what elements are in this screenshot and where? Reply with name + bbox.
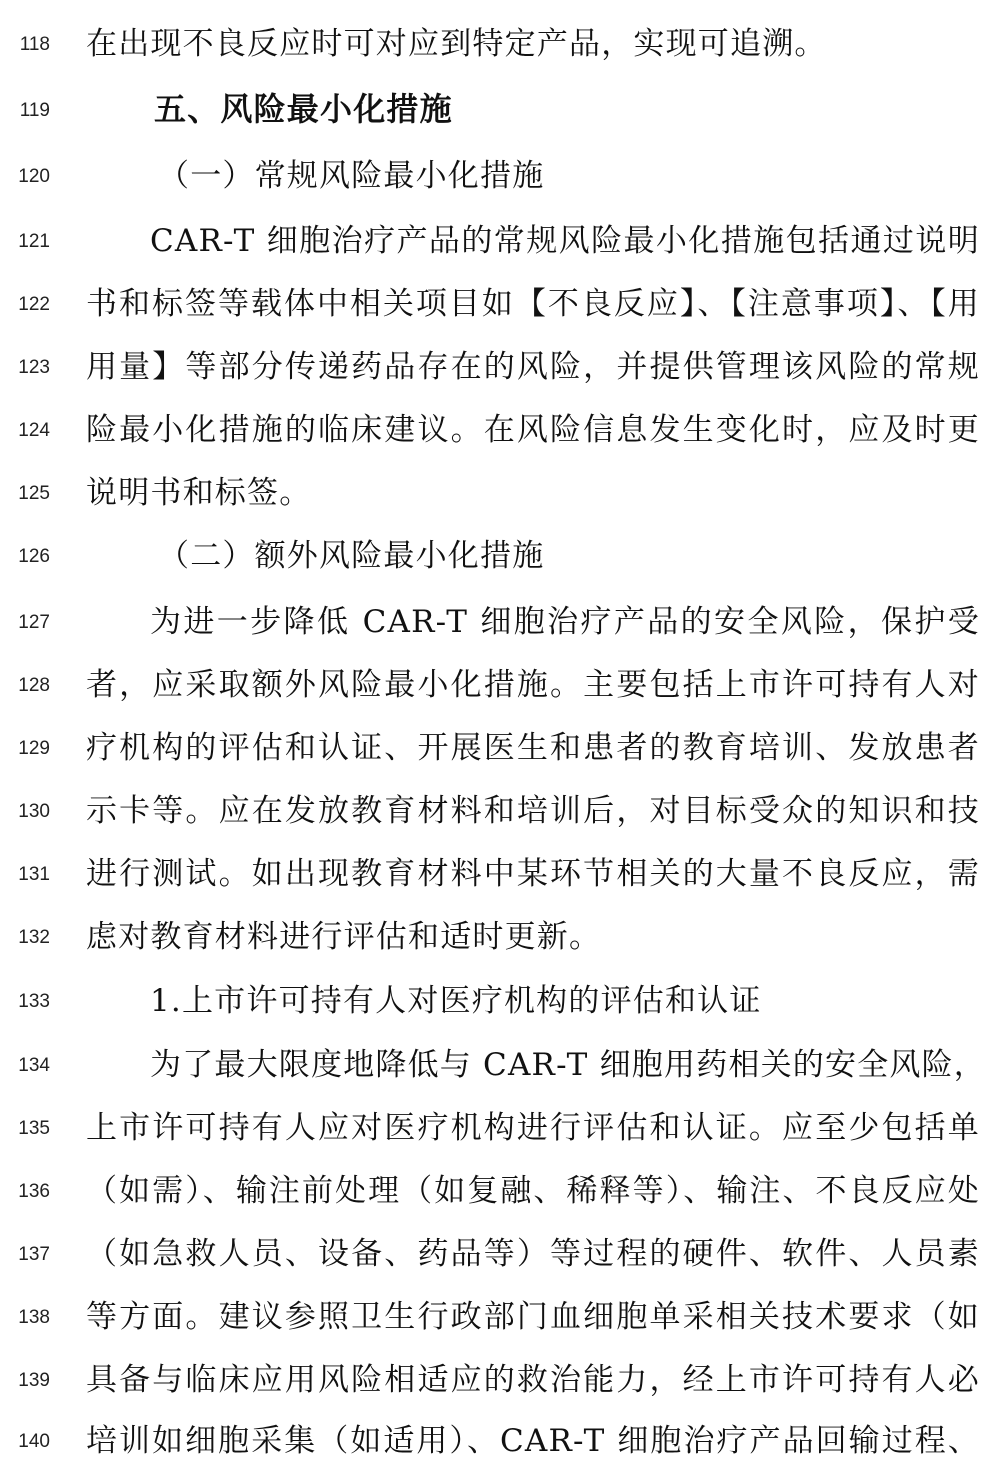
line-text: CAR-T 细胞治疗产品的常规风险最小化措施包括通过说明: [150, 223, 980, 257]
line-text: 者，应采取额外风险最小化措施。主要包括上市许可持有人对: [86, 667, 980, 701]
line-137: [0, 1218, 1000, 1281]
line-number: 118: [19, 34, 50, 55]
line-text: 用量】等部分传递药品存在的风险，并提供管理该风险的常规: [86, 349, 980, 383]
line-136: [0, 1155, 1000, 1218]
line-121: [0, 205, 1000, 268]
line-number: 136: [18, 1181, 50, 1202]
line-number: 140: [18, 1431, 50, 1452]
section-heading: 五、风险最小化措施: [154, 90, 453, 128]
line-number: 122: [18, 294, 50, 315]
line-133: [0, 965, 1000, 1028]
line-text: 上市许可持有人应对医疗机构进行评估和认证。应至少包括单: [86, 1110, 980, 1144]
line-number: 119: [19, 100, 50, 121]
line-124: [0, 394, 1000, 457]
line-number: 138: [18, 1307, 50, 1328]
line-130: [0, 775, 1000, 838]
line-132: [0, 901, 1000, 964]
line-number: 120: [18, 166, 50, 187]
line-number: 137: [18, 1244, 50, 1265]
line-number: 127: [18, 612, 50, 633]
line-text: 疗机构的评估和认证、开展医生和患者的教育培训、发放患者: [86, 730, 980, 764]
line-text: 说明书和标签。: [86, 475, 312, 511]
line-text: 等方面。建议参照卫生行政部门血细胞单采相关技术要求（如: [86, 1299, 980, 1333]
line-125: [0, 457, 1000, 520]
line-text: 进行测试。如出现教育材料中某环节相关的大量不良反应，需: [86, 856, 980, 890]
line-129: [0, 712, 1000, 775]
line-number: 139: [18, 1370, 50, 1391]
line-number: 134: [18, 1055, 50, 1076]
line-text: 为了最大限度地降低与 CAR-T 细胞用药相关的安全风险，: [150, 1047, 986, 1083]
line-120: [0, 140, 1000, 203]
line-128: [0, 649, 1000, 712]
line-number: 131: [18, 864, 50, 885]
line-number: 128: [18, 675, 50, 696]
line-text: 培训如细胞采集（如适用）、CAR-T 细胞治疗产品回输过程、: [86, 1423, 980, 1457]
line-135: [0, 1092, 1000, 1155]
line-text: （如需）、输注前处理（如复融、稀释等）、输注、不良反应处: [86, 1173, 980, 1207]
line-text: 为进一步降低 CAR-T 细胞治疗产品的安全风险，保护受: [150, 604, 980, 638]
line-number: 135: [18, 1118, 50, 1139]
line-number: 123: [18, 357, 50, 378]
line-number: 130: [18, 801, 50, 822]
line-text: （如急救人员、设备、药品等）等过程的硬件、软件、人员素: [86, 1236, 980, 1270]
line-126: [0, 520, 1000, 583]
line-text: 具备与临床应用风险相适应的救治能力，经上市许可持有人必: [86, 1362, 980, 1396]
line-119: [0, 74, 1000, 137]
line-number: 133: [18, 991, 50, 1012]
line-134: [0, 1029, 1000, 1092]
line-number: 129: [18, 738, 50, 759]
line-138: [0, 1281, 1000, 1344]
line-number: 121: [18, 231, 50, 252]
subsection-heading: （二）额外风险最小化措施: [158, 538, 545, 574]
line-number: 126: [18, 546, 50, 567]
line-123: [0, 331, 1000, 394]
line-text: 示卡等。应在发放教育材料和培训后，对目标受众的知识和技: [86, 793, 980, 827]
line-122: [0, 268, 1000, 331]
line-139: [0, 1344, 1000, 1407]
line-text: 书和标签等载体中相关项目如【不良反应】、【注意事项】、【用: [86, 286, 980, 320]
line-text: 险最小化措施的临床建议。在风险信息发生变化时，应及时更: [86, 412, 980, 446]
line-118: [0, 8, 1000, 71]
subsection-heading: （一）常规风险最小化措施: [158, 158, 545, 194]
line-131: [0, 838, 1000, 901]
line-140: [0, 1405, 1000, 1468]
item-heading: 1.上市许可持有人对医疗机构的评估和认证: [150, 983, 762, 1019]
line-127: [0, 586, 1000, 649]
line-number: 125: [18, 483, 50, 504]
line-number: 124: [18, 420, 50, 441]
line-text: 在出现不良反应时可对应到特定产品，实现可追溯。: [86, 26, 827, 62]
line-text: 虑对教育材料进行评估和适时更新。: [86, 919, 602, 955]
line-number: 132: [18, 927, 50, 948]
